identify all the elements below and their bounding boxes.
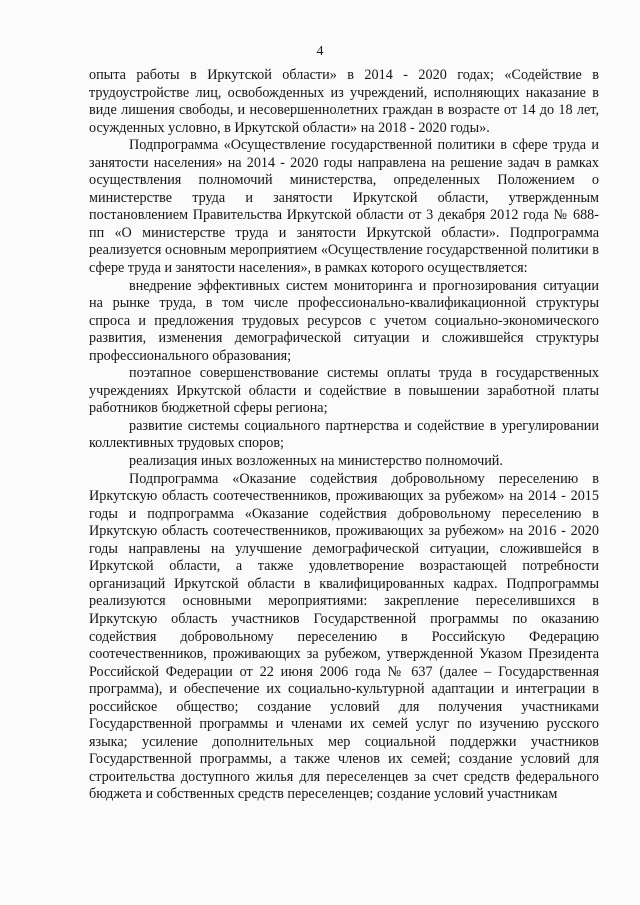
paragraph-monitoring-systems: внедрение эффективных систем мониторинга и прогнозирования ситуации на рынке труда, в том числе профессионально-квалификационной структуры спроса и предложения трудовых ресурсов с учетом социально-экономического развития, изменения демографической ситуации и сложившейся структуры профессионального образования; (89, 277, 599, 364)
paragraph-social-partnership: развитие системы социального партнерства и содействие в урегулировании коллективных трудовых споров; (89, 417, 599, 452)
paragraph-wage-system: поэтапное совершенствование системы оплаты труда в государственных учреждениях Иркутской области и содействие в повышении заработной платы работников бюджетной сферы региона; (89, 365, 599, 417)
paragraph-subprogram-labor-policy: Подпрограмма «Осуществление государственной политики в сфере труда и занятости населения» на 2014 - 2020 годы направлена на решение задач в рамках осуществления полномочий министерства, определенных Положением о министерстве труда и занятости Иркутской области, утвержденным постановлением Правительства Иркутской области от 3 декабря 2012 года № 688-пп «О министерстве труда и занятости Иркутской области». Подпрограмма реализуется основным мероприятием «Осуществление государственной политики в сфере труда и занятости населения», в рамках которого осуществляется: (89, 137, 599, 277)
paragraph-other-powers: реализация иных возложенных на министерство полномочий. (129, 453, 503, 470)
paragraph-subprogram-resettlement: Подпрограмма «Оказание содействия добровольному переселению в Иркутскую область соотечественников, проживающих за рубежом» на 2014 - 2015 годы и подпрограмма «Оказание содействия добровольному переселению в Иркутскую область соотечественников, проживающих за рубежом» на 2016 - 2020 годы направлены на улучшение демографической ситуации, сложившейся в Иркутской области, а также удовлетворение возрастающей потребности организаций Иркутской области в квалифицированных кадрах. Подпрограммы реализуются основными мероприятиями: закрепление переселившихся в Иркутскую область участников Государственной программы по оказанию содействия добровольному переселению в Российскую Федерацию соотечественников, проживающих за рубежом, утвержденной Указом Президента Российской Федерации от 22 июня 2006 года № 637 (далее – Государственная программа), и обеспечение их социально-культурной адаптации и интеграции в российское общество; создание условий для получения участниками Государственной программы и членами их семей услуг по изучению русского языка; усиление дополнительных мер социальной поддержки участников Государственной программы, а также членов их семей; создание условий для строительства доступного жилья для переселенцев за счет средств федерального бюджета и собственных средств переселенцев; создание условий участникам (89, 470, 599, 803)
paragraph-continuation: опыта работы в Иркутской области» в 2014 - 2020 годах; «Содействие в трудоустройстве лиц, освобожденных из учреждений, исполняющих наказание в виде лишения свободы, и несовершеннолетних граждан в возрасте от 14 до 18 лет, осужденных условно, в Иркутской области» на 2018 - 2020 годы». (89, 67, 599, 136)
page-number: 4 (316, 44, 324, 59)
document-body (89, 67, 599, 804)
